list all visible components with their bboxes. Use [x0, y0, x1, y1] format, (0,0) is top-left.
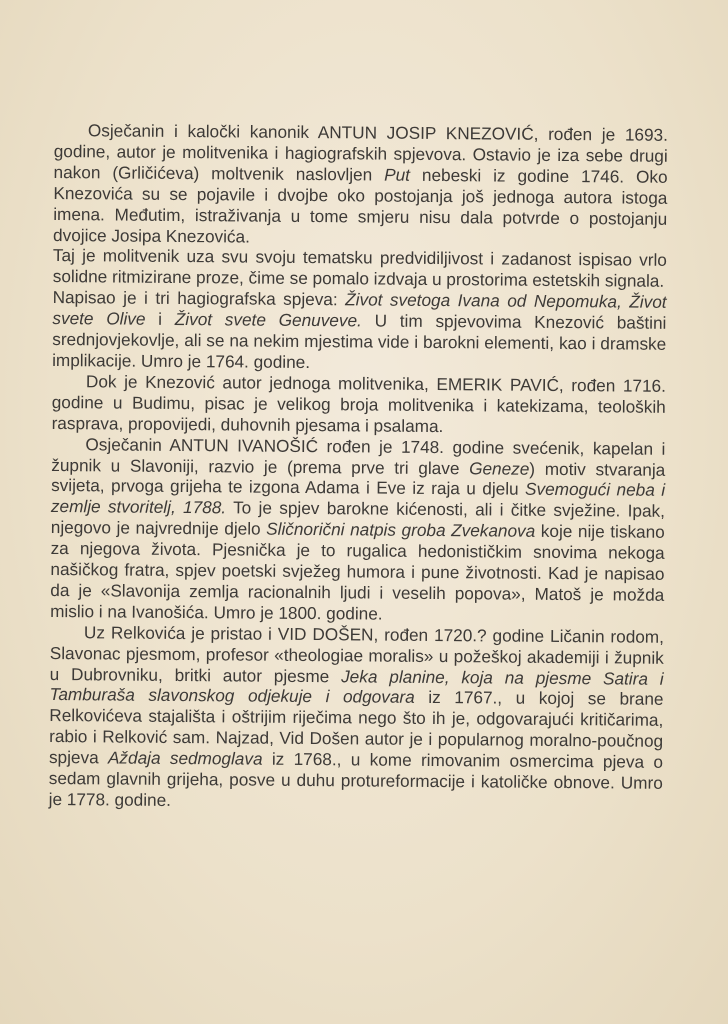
italic-title: Aždaja sedmoglava [107, 747, 263, 769]
text-run: Dok je Knezović autor jednoga molitvenika, EMERIK PAVIĆ, rođen 1716. godine u Budimu, pisac je velikog broja molitvenika i katekizama, teoloških rasprava, propovijedi, duhovnih pjesama i psalama. [51, 371, 667, 436]
italic-title: Život svetoga Ivana od Nepomuka, Život svete Olive [52, 289, 667, 329]
italic-title: Jeka planine, koja na pjesme Satira i Tamburaša slavonskog odjekuje i odgovara [49, 665, 664, 708]
paragraph-hagiografski-spjevovi [52, 287, 667, 375]
text-run: Uz Relkovića je pristao i VID DOŠEN, rođen 1720.? godine Ličanin rodom, Slavonac pjesmom, profesor «theologiae moralis» u požeškoj akademiji i župnik u Dubrovniku, britki autor pjesme [49, 622, 665, 686]
italic-title: Svemogući neba i zemlje stvoritelj, 1788. [50, 479, 666, 518]
text-run: iz 1768., u kome rimovanim osmercima pjeva o sedam glavnih grijeha, posve u duhu protureformacije i katoličke obnove. Umro je 1778. godine. [48, 748, 664, 810]
italic-title: Život svete Genuveve. [174, 309, 362, 331]
text-run: i [145, 308, 175, 330]
italic-title: Put [384, 164, 411, 185]
text-run: Napisao je i tri hagiografska spjeva: [52, 287, 346, 310]
text-run: nebeski iz godine 1746. Oko Knezovića su se pojavile i dvojbe oko postojanja još jednoga autora istoga imena. Međutim, istraživanja u tome smjeru nisu dala potvrde o postojanju dvojice Josipa Knezovića. [53, 164, 668, 247]
text-run: U tim spjevovima Knezović baštini srednjovjekovlje, ali se na nekim mjestima vide i barokni elementi, kao i dramske implikacije. Umro je 1764. godine. [52, 310, 667, 372]
text-run: Taj je molitvenik uza svu svoju tematsku predvidiljivost i zadanost ispisao vrlo solidne ritmizirane proze, čime se pomalo izdvaja u prostorima estetskih signala. [52, 245, 667, 292]
paragraph-molitvenik [53, 245, 667, 292]
text-run: koje nije tiskano za njegova života. Pjesnička je to rugalica hedonističkim snovima nekoga našičkog fratra, spjev poetski svježeg humora i pune životnosti. Kad je napisao da je «Slavonija zemlja racionalnih ljudi i veselih popova», Matoš je možda mislio i na Ivanošića. Umro je 1800. godine. [50, 521, 665, 624]
paragraph-pavic [52, 371, 666, 439]
paragraph-dosen [49, 622, 664, 815]
text-run: Osječanin i kaločki kanonik ANTUN JOSIP KNEZOVIĆ, rođen je 1693. godine, autor je molitvenika i hagiografskih spjevova. Ostavio je iza sebe drugi nakon (Grličićeva) moltvenik naslovljen [53, 120, 668, 185]
text-run: Osječanin ANTUN IVANOŠIĆ rođen je 1748. godine svećenik, kapelan i župnik u Slavoniji, razvio je (prema prve tri glave [51, 433, 666, 478]
text-run: iz 1767., u kojoj se brane Relkovićeva stajališta i oštrijim riječima nego što ih je, odgovarajući kritičarima, rabio i Relković sam. Najzad, Vid Došen autor je i popularnog moralno-poučnog spjeva [48, 687, 664, 768]
italic-title: Sličnorični natpis groba Zvekanova [266, 518, 536, 542]
paragraph-knezovic [53, 120, 668, 250]
text-run: ) motiv stvaranja svijeta, prvoga grijeha te izgona Adama i Eve iz raja u djelu [51, 458, 666, 500]
paragraph-ivanosic [50, 434, 665, 627]
text-run: To je spjev barokne kićenosti, ali i čitke svježine. Ipak, njegovo je najvrednije djelo [50, 497, 666, 539]
italic-title: Geneze [469, 457, 530, 479]
body-text [49, 120, 668, 815]
